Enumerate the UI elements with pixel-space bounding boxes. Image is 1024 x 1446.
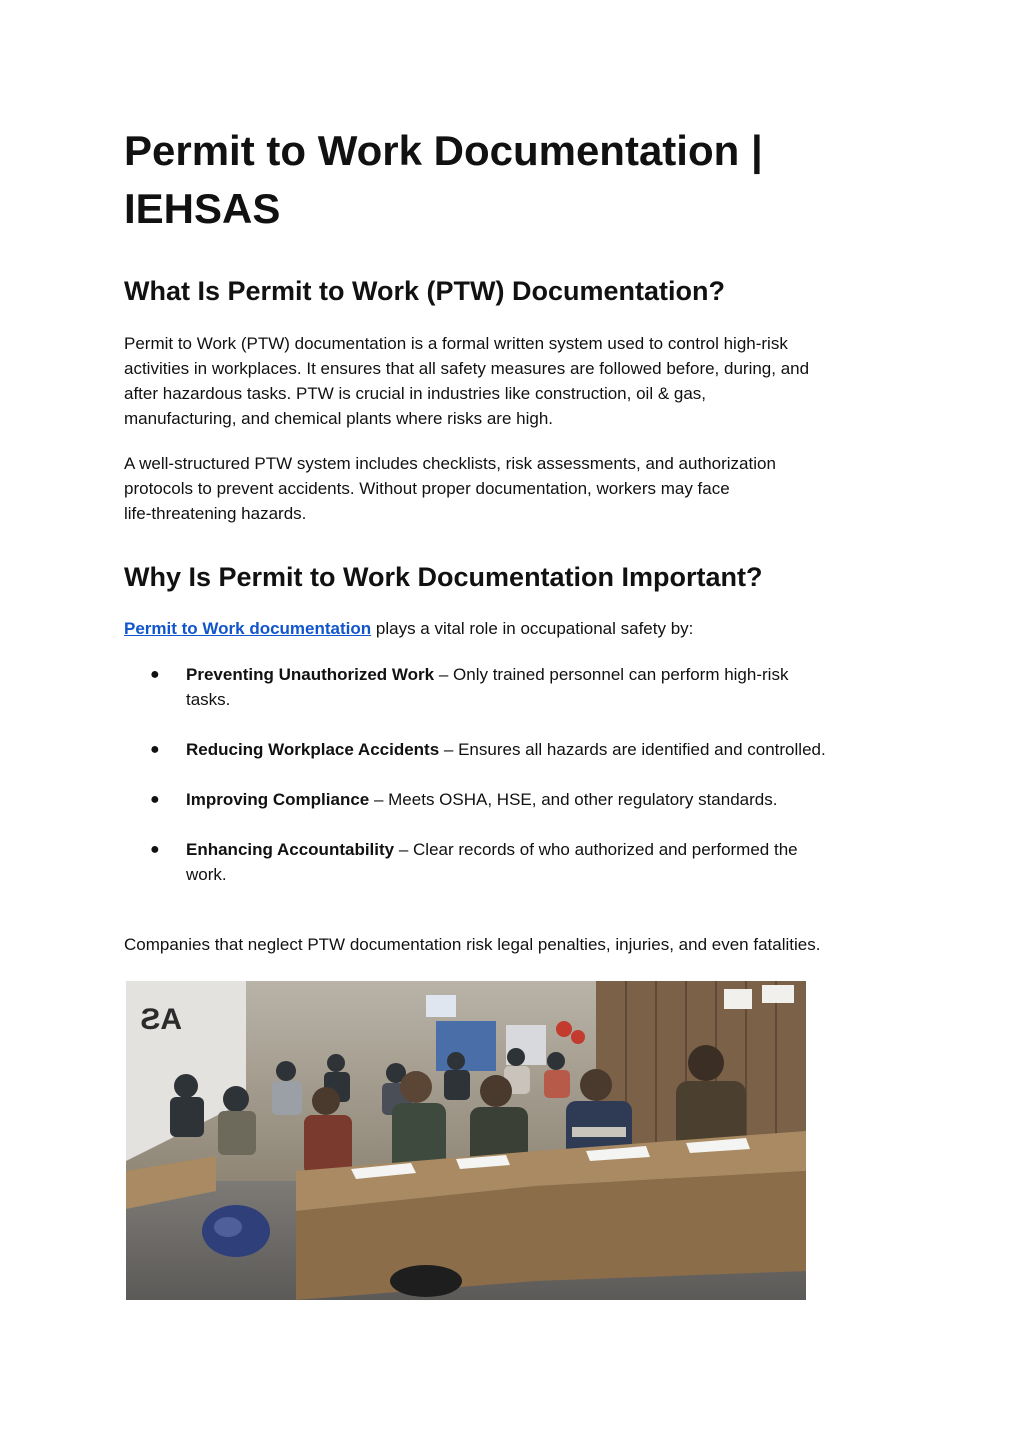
list-item-bold: Improving Compliance <box>186 790 370 809</box>
page-title-line-1: Permit to Work Documentation | <box>124 127 763 174</box>
paragraph-intro <box>124 616 904 641</box>
list-item-text <box>186 737 916 762</box>
text-line: Companies that neglect PTW documentation risk legal penalties, injuries, and even fatalities. <box>124 935 821 954</box>
classroom-photo <box>126 981 806 1300</box>
text-line: protocols to prevent accidents. Without proper documentation, workers may face <box>124 479 730 498</box>
list-item-text <box>186 787 916 812</box>
paragraph-ptw-definition <box>124 331 904 431</box>
list-item-rest: tasks. <box>186 690 231 709</box>
bullet-icon: ● <box>150 666 160 683</box>
list-item-rest: work. <box>186 865 227 884</box>
text-line: Permit to Work (PTW) documentation is a formal written system used to control high-risk <box>124 334 788 353</box>
list-item-rest: – Clear records of who authorized and performed the <box>394 840 798 859</box>
bullet-icon: ● <box>150 741 160 758</box>
list-item-text <box>186 837 916 887</box>
list-item-rest: – Only trained personnel can perform high-risk <box>434 665 789 684</box>
text-line: activities in workplaces. It ensures that all safety measures are followed before, during, and <box>124 359 810 378</box>
list-item-bold: Preventing Unauthorized Work <box>186 665 435 684</box>
list-item-rest: – Ensures all hazards are identified and controlled. <box>439 740 826 759</box>
section-heading-what-is-ptw: What Is Permit to Work (PTW) Documentation? <box>124 276 726 306</box>
ptw-documentation-link[interactable]: Permit to Work documentation <box>124 619 372 638</box>
text-line: after hazardous tasks. PTW is crucial in industries like construction, oil & gas, <box>124 384 707 403</box>
list-item-rest: – Meets OSHA, HSE, and other regulatory standards. <box>369 790 778 809</box>
section-heading-why-important: Why Is Permit to Work Documentation Important? <box>124 562 763 592</box>
paragraph-ptw-system <box>124 451 904 526</box>
text-line: manufacturing, and chemical plants where risks are high. <box>124 409 553 428</box>
list-item-text <box>186 662 916 712</box>
paragraph-closing <box>124 932 904 957</box>
page-title <box>124 122 904 238</box>
list-item-bold: Reducing Workplace Accidents <box>186 740 440 759</box>
classroom-photo-illustration <box>126 981 806 1300</box>
text-line: life-threatening hazards. <box>124 504 307 523</box>
list-item-bold: Enhancing Accountability <box>186 840 395 859</box>
svg-text:AS: AS <box>140 1003 182 1036</box>
text-line: A well-structured PTW system includes checklists, risk assessments, and authorization <box>124 454 776 473</box>
bullet-icon: ● <box>150 791 160 808</box>
page-title-line-2: IEHSAS <box>124 185 281 232</box>
bullet-icon: ● <box>150 841 160 858</box>
intro-rest-text: plays a vital role in occupational safety by: <box>371 619 694 638</box>
